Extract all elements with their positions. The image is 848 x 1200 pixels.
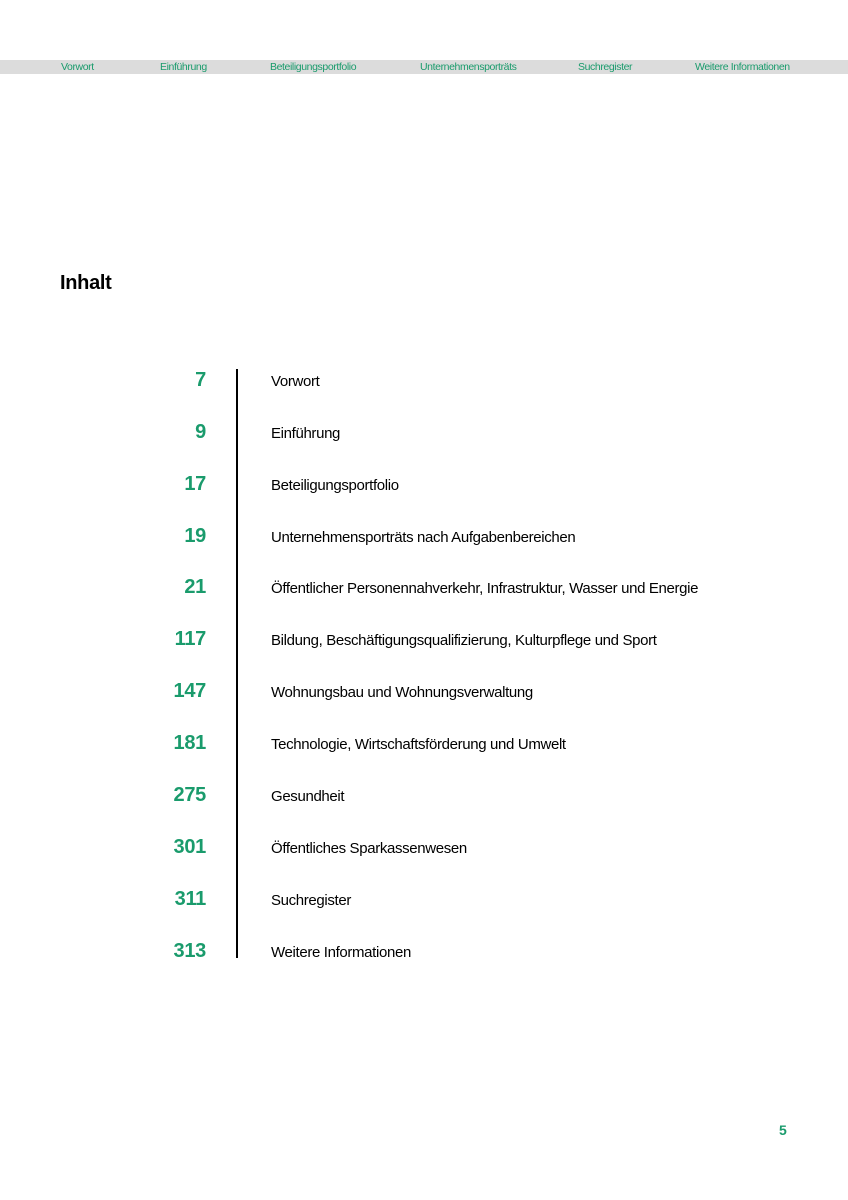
- toc-entry-title: Bildung, Beschäftigungsqualifizierung, Kulturpflege und Sport: [271, 632, 657, 649]
- toc-entry-gesundheit[interactable]: [0, 783, 848, 809]
- toc-divider-line: [236, 369, 238, 958]
- toc-entry-title: Beteiligungsportfolio: [271, 477, 399, 494]
- toc-page-number: 275: [173, 784, 206, 806]
- nav-link-suchregister[interactable]: Suchregister: [578, 61, 633, 73]
- toc-entry-weitere-informationen[interactable]: [0, 939, 848, 965]
- page-title: Inhalt: [60, 272, 112, 294]
- toc-entry-title: Unternehmensporträts nach Aufgabenbereichen: [271, 529, 576, 546]
- toc-entry-title: Technologie, Wirtschaftsförderung und Umwelt: [271, 736, 566, 753]
- toc-page-number: 21: [184, 576, 206, 598]
- toc-entry-sparkassenwesen[interactable]: [0, 835, 848, 861]
- nav-link-weitere-informationen[interactable]: Weitere Informationen: [695, 61, 790, 73]
- nav-link-vorwort[interactable]: Vorwort: [61, 61, 94, 73]
- toc-page-number: 17: [184, 473, 206, 495]
- toc-entry-personennahverkehr[interactable]: [0, 575, 848, 601]
- toc-entry-title: Vorwort: [271, 373, 320, 390]
- toc-entry-title: Weitere Informationen: [271, 944, 411, 961]
- toc-entry-title: Gesundheit: [271, 788, 345, 805]
- toc-page-number: 147: [173, 680, 206, 702]
- toc-entry-title: Wohnungsbau und Wohnungsverwaltung: [271, 684, 533, 701]
- toc-entry-title: Öffentlicher Personennahverkehr, Infrastruktur, Wasser und Energie: [271, 580, 699, 597]
- nav-link-beteiligungsportfolio[interactable]: Beteiligungsportfolio: [270, 61, 357, 73]
- toc-entry-vorwort[interactable]: [0, 368, 848, 394]
- toc-page-number: 117: [174, 628, 206, 650]
- toc-page-number: 313: [173, 940, 206, 962]
- toc-entry-title: Suchregister: [271, 892, 352, 909]
- toc-entry-unternehmensportraets[interactable]: [0, 524, 848, 550]
- nav-link-unternehmensportraets[interactable]: Unternehmensporträts: [420, 61, 517, 73]
- toc-entry-title: Öffentliches Sparkassenwesen: [271, 840, 467, 857]
- toc-entry-beteiligungsportfolio[interactable]: [0, 472, 848, 498]
- toc-page-number: 181: [173, 732, 206, 754]
- toc-page-number: 19: [184, 525, 206, 547]
- toc-entry-technologie[interactable]: [0, 731, 848, 757]
- toc-entry-wohnungsbau[interactable]: [0, 679, 848, 705]
- toc-entry-title: Einführung: [271, 425, 341, 442]
- nav-link-einfuehrung[interactable]: Einführung: [160, 61, 207, 73]
- page-number: 5: [779, 1122, 787, 1138]
- toc-entry-einfuehrung[interactable]: [0, 420, 848, 446]
- top-navigation-bar: [0, 60, 848, 74]
- toc-page-number: 9: [195, 421, 206, 443]
- toc-entry-bildung[interactable]: [0, 627, 848, 653]
- toc-page-number: 311: [174, 888, 206, 910]
- toc-page-number: 301: [173, 836, 206, 858]
- toc-page-number: 7: [195, 369, 206, 391]
- toc-entry-suchregister[interactable]: [0, 887, 848, 913]
